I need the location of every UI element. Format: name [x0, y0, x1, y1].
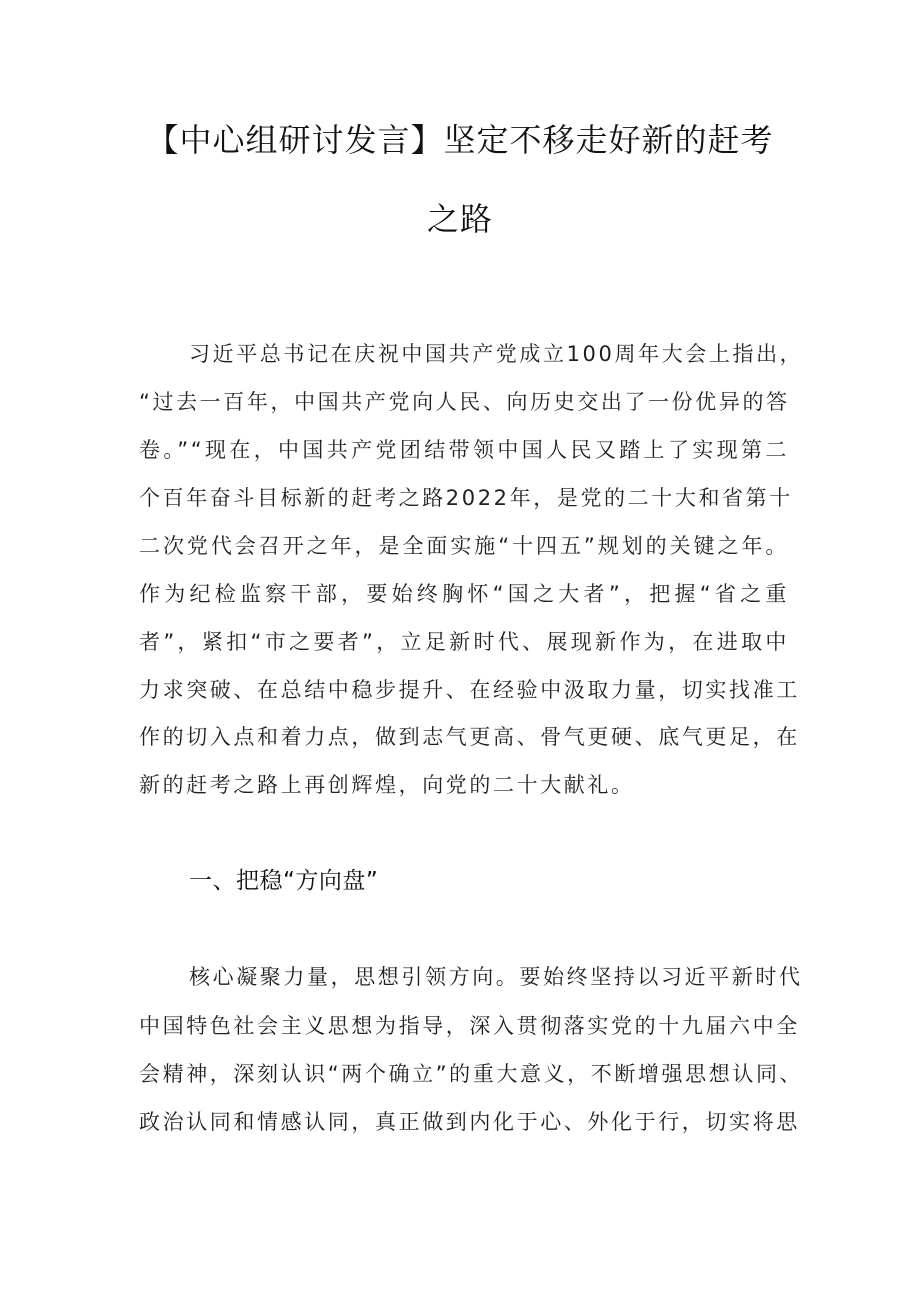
paragraph-1-line: 卷。”“现在，中国共产党团结带领中国人民又踏上了实现第二 [139, 438, 789, 462]
paragraph-1-line: 个百年奋斗目标新的赶考之路2022年，是党的二十大和省第十 [139, 486, 793, 510]
paragraph-1-line: “过去一百年，中国共产党向人民、向历史交出了一份优异的答 [139, 390, 790, 414]
paragraph-1-line: 者”，紧扣“市之要者”，立足新时代、展现新作为，在进取中 [139, 630, 789, 654]
paragraph-1-line: 二次党代会召开之年，是全面实施“十四五”规划的关键之年。 [139, 534, 789, 558]
paragraph-2-line: 核心凝聚力量，思想引领方向。要始终坚持以习近平新时代 [189, 965, 803, 989]
paragraph-1-line: 新的赶考之路上再创辉煌，向党的二十大献礼。 [139, 773, 635, 797]
paragraph-1-line: 作的切入点和着力点，做到志气更高、骨气更硬、底气更足，在 [139, 725, 800, 749]
paragraph-2-line: 政治认同和情感认同，真正做到内化于心、外化于行，切实将思 [139, 1110, 800, 1134]
paragraph-1-line: 力求突破、在总结中稳步提升、在经验中汲取力量，切实找准工 [139, 678, 800, 702]
paragraph-1-line: 作为纪检监察干部，要始终胸怀“国之大者”，把握“省之重 [139, 582, 789, 606]
document-title-line-2: 之路 [426, 200, 493, 238]
document-title-line-1: 【中心组研讨发言】坚定不移走好新的赶考 [146, 121, 774, 159]
section-1-heading: 一、把稳“方向盘” [189, 868, 379, 894]
paragraph-2-line: 会精神，深刻认识“两个确立”的重大意义，不断增强思想认同、 [139, 1062, 804, 1086]
paragraph-2-line: 中国特色社会主义思想为指导，深入贯彻落实党的十九届六中全 [139, 1014, 800, 1038]
paragraph-1-line: 习近平总书记在庆祝中国共产党成立100周年大会上指出， [189, 342, 804, 366]
